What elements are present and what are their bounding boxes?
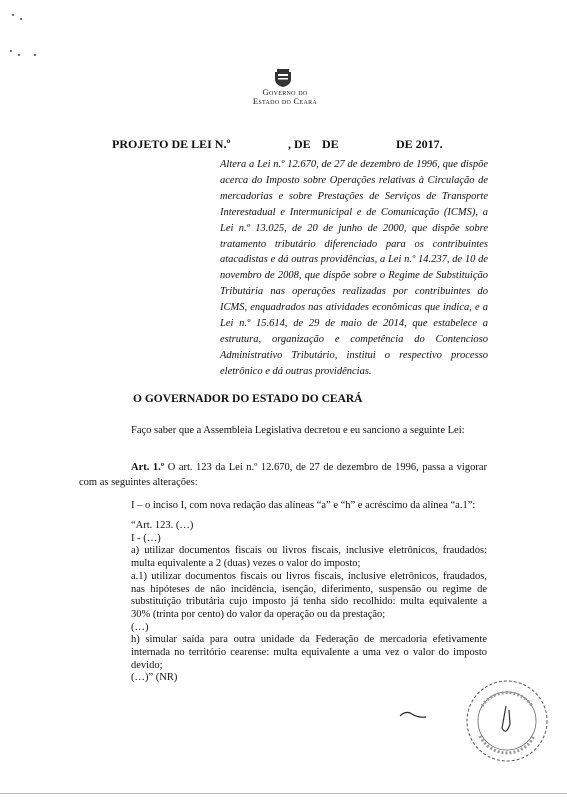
inciso-intro: I – o inciso I, com nova redação das alíneas “a” e “h” e acréscimo da alínea “a.1”: — [131, 500, 476, 511]
bill-summary: Altera a Lei n.º 12.670, de 27 de dezembro de 1996, que dispõe acerca do Imposto sobre Operações relativas à Circulação de mercadorias e sobre Prestações de Serviços de Transporte Interestadual e Intermunicipal e de Comunicação (ICMS), a Lei n.º 13.025, de 20 de junho de 2000, que dispõe sobre tratamento tributário diferenciado para os contribuintes atacadistas e dá outras providências, a Lei n.º 14.237, de 10 de novembro de 2008, que dispõe sobre o Regime de Substituição Tributária nas operações realizadas por contribuintes do ICMS, enquadrados nas atividades econômicas que indica, e a Lei n.º 15.614, de 29 de maio de 2014, que estabelece a estrutura, organização e competência do Contencioso Administrativo Tributário, institui o respectivo processo eletrônico e dá outras providências. — [220, 159, 488, 377]
quote-item-a: a) utilizar documentos fiscais ou livros fiscais, inclusive eletrônicos, fraudados: multa equivalente a 2 (duas) vezes o valor do imposto; — [131, 545, 487, 570]
quote-inciso-line: I - (…) — [131, 532, 161, 544]
bill-title-number: PROJETO DE LEI N.º — [112, 137, 231, 151]
article-1-label: Art. 1.º — [131, 462, 165, 473]
gov-line-2: Estado do Ceará — [252, 96, 318, 106]
enactment-clause: Faço saber que a Assembleia Legislativa decretou e eu sanciono a seguinte Lei: — [131, 425, 465, 436]
article-1-text: O art. 123 da Lei n.º 12.670, de 27 de dezembro de 1996, passa a vigorar com as seguintes alterações: — [79, 462, 487, 488]
scan-specks — [8, 8, 48, 58]
quote-article-line: “Art. 123. (…) — [131, 520, 194, 531]
quote-ellipsis: (…) — [131, 621, 149, 633]
bill-title-year: DE 2017. — [396, 137, 443, 151]
initials-mark — [398, 708, 428, 722]
page-bottom-rule — [0, 793, 567, 794]
quote-item-a1: a.1) utilizar documentos fiscais ou livros fiscais, inclusive eletrônicos, fraudados, nas hipóteses de não incidência, isenção, diferimento, suspensão ou regime de substituição tributária cujo imposto já tenha sido recolhido: multa equivalente a 30% (trinta por cento) do valor da operação ou da prestação; — [131, 570, 487, 620]
quote-item-h: h) simular saída para outra unidade da Federação de mercadoria efetivamente internada no território cearense: multa equivalente a uma vez o valor do imposto devido; — [131, 634, 487, 671]
government-header — [230, 88, 340, 106]
governor-heading: O GOVERNADOR DO ESTADO DO CEARÁ — [133, 393, 363, 405]
gov-line-1: Governo do — [262, 87, 308, 97]
article-1 — [79, 460, 487, 490]
protocol-stamp-icon — [462, 676, 552, 766]
bill-title-de-1: , DE — [288, 137, 311, 151]
quote-closing: (…)” (NR) — [131, 672, 178, 684]
bill-title-de-2: DE — [322, 137, 339, 151]
coat-of-arms-icon — [272, 68, 294, 88]
quoted-amendment — [131, 520, 487, 685]
